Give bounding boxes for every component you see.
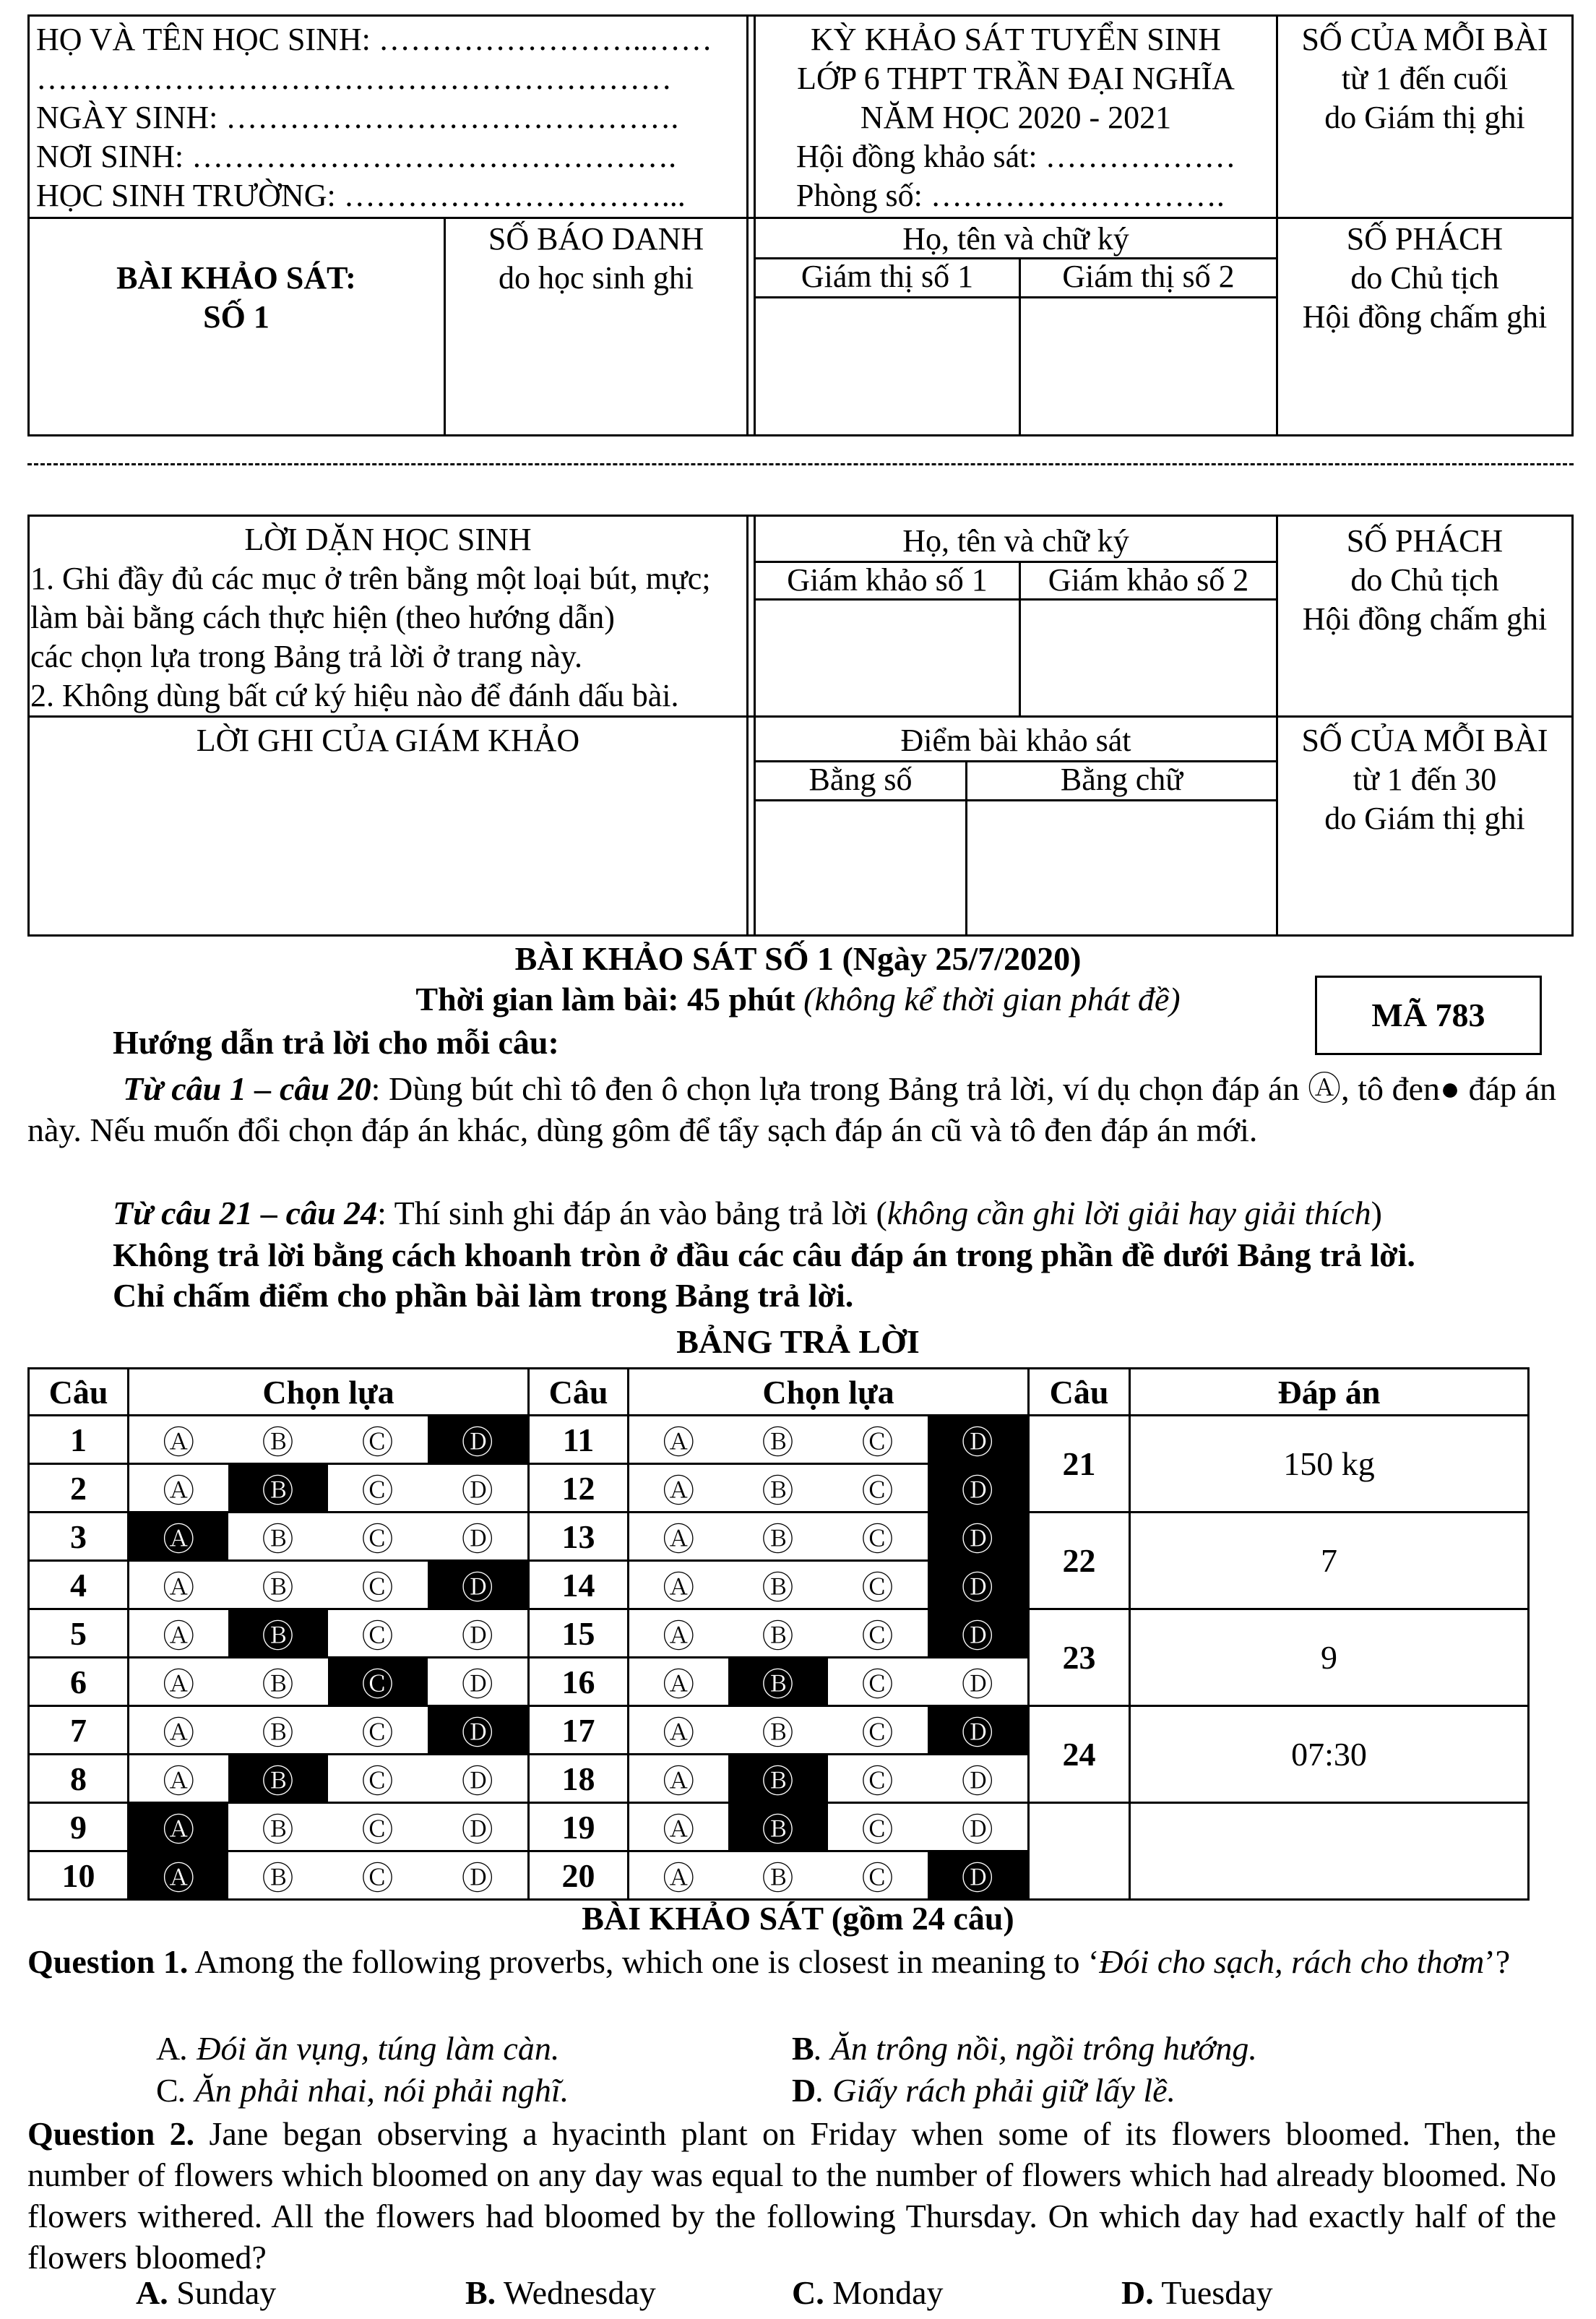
q1-option-c[interactable]: C. Ăn phải nhai, nói phải nghĩ.: [156, 2072, 569, 2109]
so-cua-moi-bai-label: SỐ CỦA MỖI BÀI: [1301, 723, 1548, 758]
answer-bubble-a[interactable]: Ⓐ: [629, 1755, 728, 1803]
answer-bubble-b[interactable]: Ⓑ: [228, 1561, 328, 1609]
answer-bubble-d[interactable]: Ⓓ: [928, 1803, 1029, 1851]
answer-bubble-b[interactable]: Ⓑ: [728, 1658, 828, 1706]
question-number: 5: [29, 1609, 129, 1658]
instruction-p2-label: Từ câu 21 – câu 24: [113, 1195, 378, 1231]
col-header-cau: Câu: [1029, 1369, 1130, 1416]
written-answer[interactable]: 150 kg: [1130, 1416, 1529, 1513]
so-cua-moi-bai-label: từ 1 đến cuối: [1341, 61, 1509, 96]
answer-bubble-c[interactable]: Ⓒ: [828, 1561, 928, 1609]
exam-year-line: NĂM HỌC 2020 - 2021: [860, 100, 1172, 135]
answer-bubble-c[interactable]: Ⓒ: [828, 1416, 928, 1464]
answer-bubble-a[interactable]: Ⓐ: [629, 1513, 728, 1561]
divider: [746, 14, 749, 436]
answer-bubble-c[interactable]: Ⓒ: [828, 1851, 928, 1900]
answer-bubble-b[interactable]: Ⓑ: [228, 1803, 328, 1851]
answer-bubble-d[interactable]: Ⓓ: [428, 1609, 529, 1658]
so-cua-moi-bai-label: do Giám thị ghi: [1324, 801, 1525, 836]
answer-bubble-d[interactable]: Ⓓ: [928, 1561, 1029, 1609]
answer-bubble-a[interactable]: Ⓐ: [129, 1561, 228, 1609]
answer-bubble-d[interactable]: Ⓓ: [428, 1755, 529, 1803]
answer-bubble-c[interactable]: Ⓒ: [828, 1464, 928, 1513]
loi-ghi-giam-khao-label: LỜI GHI CỦA GIÁM KHẢO: [196, 723, 580, 758]
answer-bubble-a[interactable]: Ⓐ: [629, 1706, 728, 1755]
written-answer[interactable]: 9: [1130, 1609, 1529, 1706]
exam-school-line: LỚP 6 THPT TRẦN ĐẠI NGHĨA: [797, 61, 1235, 96]
giam-khao-1-label: Giám khảo số 1: [787, 562, 988, 598]
answer-bubble-d[interactable]: Ⓓ: [928, 1513, 1029, 1561]
answer-bubble-b[interactable]: Ⓑ: [728, 1851, 828, 1900]
question-2: [27, 2113, 1556, 2278]
answer-table: [27, 1367, 1530, 1901]
answer-bubble-d[interactable]: Ⓓ: [928, 1706, 1029, 1755]
instruction-p2-text: : Thí sinh ghi đáp án vào bảng trả lời (: [377, 1195, 887, 1231]
q1-option-a[interactable]: A. Đói ăn vụng, túng làm càn.: [156, 2030, 560, 2067]
question-2-text: Jane began observing a hyacinth plant on Friday when some of its flowers bloomed. Then, the number of flowers which bloomed on any day was equal to the number of flowers which had already bloomed. No flowers withered. All the flowers had bloomed by the following Thursday. On which day had exactly half of the flowers bloomed?: [27, 2115, 1556, 2276]
answer-bubble-b[interactable]: Ⓑ: [728, 1609, 828, 1658]
question-2-label: Question 2.: [27, 2115, 195, 2152]
question-number: 2: [29, 1464, 129, 1513]
so-phach-label: Hội đồng chấm ghi: [1302, 601, 1548, 637]
so-bao-danh-label: do học sinh ghi: [498, 260, 694, 296]
exam-title-line: KỲ KHẢO SÁT TUYỂN SINH: [811, 22, 1221, 57]
question-number: 22: [1029, 1513, 1130, 1609]
instruction-p2-italic: không cần ghi lời giải hay giải thích: [887, 1195, 1371, 1231]
question-number: 1: [29, 1416, 129, 1464]
answer-bubble-a[interactable]: Ⓐ: [629, 1609, 728, 1658]
instruction-p3: Không trả lời bằng cách khoanh tròn ở đầu các câu đáp án trong phần đề dưới Bảng trả lời.: [113, 1236, 1415, 1273]
so-cua-moi-bai-label: từ 1 đến 30: [1353, 762, 1497, 797]
question-number: 11: [529, 1416, 629, 1464]
answer-row: [29, 1706, 1529, 1755]
answer-bubble-c[interactable]: Ⓒ: [328, 1851, 428, 1900]
answer-bubble-a[interactable]: Ⓐ: [129, 1513, 228, 1561]
answer-bubble-c[interactable]: Ⓒ: [328, 1416, 428, 1464]
question-1-label: Question 1.: [27, 1943, 189, 1980]
question-number: 17: [529, 1706, 629, 1755]
giam-khao-2-label: Giám khảo số 2: [1048, 562, 1249, 598]
instructions-heading: Hướng dẫn trả lời cho mỗi câu:: [113, 1024, 559, 1061]
answer-bubble-c[interactable]: Ⓒ: [828, 1706, 928, 1755]
empty-cell: [1029, 1803, 1130, 1900]
question-1: [27, 1941, 1556, 1982]
answer-bubble-c[interactable]: Ⓒ: [328, 1658, 428, 1706]
school-line: HỌC SINH TRƯỜNG: …………………………...: [36, 178, 686, 213]
bai-khao-sat-label: BÀI KHẢO SÁT:: [116, 260, 356, 296]
instruction-p4: Chỉ chấm điểm cho phần bài làm trong Bảng trả lời.: [113, 1277, 854, 1314]
question-number: 24: [1029, 1706, 1130, 1803]
answer-bubble-b[interactable]: Ⓑ: [228, 1609, 328, 1658]
loi-dan-line: 2. Không dùng bất cứ ký hiệu nào để đánh dấu bài.: [30, 678, 679, 713]
answer-bubble-a[interactable]: Ⓐ: [629, 1416, 728, 1464]
answer-bubble-d[interactable]: Ⓓ: [928, 1755, 1029, 1803]
exam-code-badge: MÃ 783: [1315, 976, 1542, 1055]
answer-bubble-d[interactable]: Ⓓ: [928, 1658, 1029, 1706]
col-header-cau: Câu: [29, 1369, 129, 1416]
answer-bubble-a[interactable]: Ⓐ: [129, 1755, 228, 1803]
question-number: 18: [529, 1755, 629, 1803]
answer-bubble-d[interactable]: Ⓓ: [928, 1416, 1029, 1464]
answer-bubble-c[interactable]: Ⓒ: [828, 1658, 928, 1706]
answer-bubble-b[interactable]: Ⓑ: [728, 1464, 828, 1513]
divider: [754, 296, 1276, 298]
answer-bubble-d[interactable]: Ⓓ: [428, 1513, 529, 1561]
answer-bubble-d[interactable]: Ⓓ: [928, 1609, 1029, 1658]
exam-council-line: Hội đồng khảo sát: ………………: [796, 139, 1236, 174]
answer-bubble-d[interactable]: Ⓓ: [928, 1464, 1029, 1513]
so-cua-moi-bai-label: SỐ CỦA MỖI BÀI: [1301, 22, 1548, 57]
q1-option-b[interactable]: B. Ăn trông nồi, ngồi trông hướng.: [792, 2030, 1257, 2067]
question-number: 7: [29, 1706, 129, 1755]
answer-bubble-b[interactable]: Ⓑ: [728, 1513, 828, 1561]
divider: [754, 799, 1276, 801]
written-answer[interactable]: 07:30: [1130, 1706, 1529, 1803]
question-number: 16: [529, 1658, 629, 1706]
answer-bubble-b[interactable]: Ⓑ: [728, 1561, 828, 1609]
divider: [27, 715, 1574, 718]
answer-bubble-c[interactable]: Ⓒ: [328, 1609, 428, 1658]
answer-bubble-b[interactable]: Ⓑ: [728, 1416, 828, 1464]
loi-dan-line: các chọn lựa trong Bảng trả lời ở trang này.: [30, 639, 582, 674]
answer-bubble-a[interactable]: Ⓐ: [629, 1658, 728, 1706]
time-bold: Thời gian làm bài: 45 phút: [415, 981, 795, 1017]
answer-bubble-a[interactable]: Ⓐ: [129, 1609, 228, 1658]
answer-bubble-b[interactable]: Ⓑ: [228, 1513, 328, 1561]
answer-bubble-c[interactable]: Ⓒ: [328, 1706, 428, 1755]
question-number: 9: [29, 1803, 129, 1851]
question-number: 13: [529, 1513, 629, 1561]
giam-thi-2-label: Giám thị số 2: [1062, 259, 1235, 294]
answer-bubble-b[interactable]: Ⓑ: [728, 1755, 828, 1803]
diem-bai-label: Điểm bài khảo sát: [900, 723, 1131, 758]
answer-bubble-c[interactable]: Ⓒ: [828, 1513, 928, 1561]
answer-bubble-a[interactable]: Ⓐ: [629, 1561, 728, 1609]
answer-bubble-b[interactable]: Ⓑ: [228, 1464, 328, 1513]
answer-bubble-a[interactable]: Ⓐ: [629, 1803, 728, 1851]
q2-option-c[interactable]: C. Monday: [792, 2274, 944, 2311]
answer-bubble-c[interactable]: Ⓒ: [328, 1803, 428, 1851]
bang-chu-label: Bằng chữ: [1060, 762, 1183, 797]
so-phach-label: SỐ PHÁCH: [1346, 221, 1504, 257]
instruction-p2: [27, 1192, 1556, 1234]
loi-dan-title: LỜI DẶN HỌC SINH: [244, 522, 532, 557]
answer-table-title: BẢNG TRẢ LỜI: [676, 1323, 920, 1360]
question-number: 14: [529, 1561, 629, 1609]
question-number: 6: [29, 1658, 129, 1706]
answer-bubble-d[interactable]: Ⓓ: [428, 1851, 529, 1900]
answer-bubble-d[interactable]: Ⓓ: [428, 1658, 529, 1706]
so-bao-danh-label: SỐ BÁO DANH: [488, 221, 704, 257]
answer-bubble-a[interactable]: Ⓐ: [129, 1803, 228, 1851]
answer-row: [29, 1609, 1529, 1658]
question-number: 8: [29, 1755, 129, 1803]
question-1-end: ’?: [1484, 1943, 1511, 1980]
written-answer[interactable]: 7: [1130, 1513, 1529, 1609]
answer-bubble-a[interactable]: Ⓐ: [129, 1464, 228, 1513]
answer-bubble-a[interactable]: Ⓐ: [129, 1416, 228, 1464]
time-italic: (không kể thời gian phát đề): [803, 981, 1181, 1017]
giam-thi-1-label: Giám thị số 1: [801, 259, 974, 294]
divider: [27, 217, 1574, 219]
answer-bubble-c[interactable]: Ⓒ: [828, 1755, 928, 1803]
q1-option-d[interactable]: D. Giấy rách phải giữ lấy lề.: [792, 2072, 1176, 2109]
answer-bubble-a[interactable]: Ⓐ: [629, 1464, 728, 1513]
student-name-line-2: ……………………………………………………: [36, 61, 672, 96]
question-number: 15: [529, 1609, 629, 1658]
so-phach-label: do Chủ tịch: [1350, 260, 1499, 296]
answer-bubble-b[interactable]: Ⓑ: [228, 1658, 328, 1706]
question-1-text: Among the following proverbs, which one is closest in meaning to ‘: [188, 1943, 1100, 1980]
birth-place-line: NƠI SINH: ……………………………………….: [36, 139, 677, 174]
col-header-cau: Câu: [529, 1369, 629, 1416]
question-number: 20: [529, 1851, 629, 1900]
bai-khao-sat-number: SỐ 1: [203, 299, 269, 335]
birth-date-line: NGÀY SINH: …………………………………….: [36, 100, 679, 135]
answer-bubble-c[interactable]: Ⓒ: [828, 1803, 928, 1851]
question-number: 12: [529, 1464, 629, 1513]
answer-bubble-c[interactable]: Ⓒ: [328, 1755, 428, 1803]
question-number: 23: [1029, 1609, 1130, 1706]
ho-ten-chu-ky-label: Họ, tên và chữ ký: [902, 523, 1129, 559]
answer-bubble-a[interactable]: Ⓐ: [129, 1658, 228, 1706]
answer-bubble-b[interactable]: Ⓑ: [228, 1706, 328, 1755]
col-header-dap-an: Đáp án: [1130, 1369, 1529, 1416]
col-header-chon-lua: Chọn lựa: [629, 1369, 1029, 1416]
answer-bubble-b[interactable]: Ⓑ: [228, 1416, 328, 1464]
answer-bubble-b[interactable]: Ⓑ: [228, 1851, 328, 1900]
so-phach-label: SỐ PHÁCH: [1346, 523, 1504, 559]
student-name-line: HỌ VÀ TÊN HỌC SINH: ……………………..……: [36, 22, 712, 57]
question-number: 19: [529, 1803, 629, 1851]
answer-bubble-c[interactable]: Ⓒ: [328, 1464, 428, 1513]
so-phach-label: do Chủ tịch: [1350, 562, 1499, 598]
answer-bubble-d[interactable]: Ⓓ: [428, 1706, 529, 1755]
answer-bubble-d[interactable]: Ⓓ: [428, 1416, 529, 1464]
answer-row: [29, 1803, 1529, 1851]
answer-bubble-a[interactable]: Ⓐ: [129, 1706, 228, 1755]
instruction-p1-label: Từ câu 1 – câu 20: [123, 1070, 371, 1107]
instruction-p1-text: : Dùng bút chì tô đen ô chọn lựa trong Bảng trả lời, ví dụ chọn đáp án Ⓐ, tô đen● đáp án này. Nếu muốn đổi chọn đáp án khác, dùng gôm để tẩy sạch đáp án cũ và tô đen đáp án mới.: [27, 1070, 1556, 1148]
ho-ten-chu-ky-label: Họ, tên và chữ ký: [902, 221, 1129, 257]
answer-table-footer: BÀI KHẢO SÁT (gồm 24 câu): [582, 1900, 1014, 1937]
answer-bubble-a[interactable]: Ⓐ: [129, 1851, 228, 1900]
question-number: 4: [29, 1561, 129, 1609]
answer-bubble-c[interactable]: Ⓒ: [328, 1513, 428, 1561]
question-number: 10: [29, 1851, 129, 1900]
answer-bubble-d[interactable]: Ⓓ: [428, 1561, 529, 1609]
empty-cell: [1130, 1803, 1529, 1900]
cut-line: [27, 463, 1574, 465]
exam-room-line: Phòng số: ……………………….: [796, 178, 1225, 213]
answer-bubble-c[interactable]: Ⓒ: [828, 1609, 928, 1658]
answer-bubble-d[interactable]: Ⓓ: [428, 1464, 529, 1513]
instruction-p2-end: ): [1371, 1195, 1382, 1231]
answer-row: [29, 1416, 1529, 1464]
bang-so-label: Bằng số: [808, 762, 913, 797]
answer-bubble-d[interactable]: Ⓓ: [428, 1803, 529, 1851]
question-number: 3: [29, 1513, 129, 1561]
answer-bubble-c[interactable]: Ⓒ: [328, 1561, 428, 1609]
answer-bubble-d[interactable]: Ⓓ: [928, 1851, 1029, 1900]
loi-dan-line: 1. Ghi đầy đủ các mục ở trên bằng một loại bút, mực;: [30, 561, 711, 596]
answer-bubble-b[interactable]: Ⓑ: [228, 1755, 328, 1803]
question-number: 21: [1029, 1416, 1130, 1513]
so-phach-label: Hội đồng chấm ghi: [1302, 299, 1548, 335]
page-title: BÀI KHẢO SÁT SỐ 1 (Ngày 25/7/2020): [514, 940, 1082, 977]
answer-bubble-a[interactable]: Ⓐ: [629, 1851, 728, 1900]
so-cua-moi-bai-label: do Giám thị ghi: [1324, 100, 1525, 135]
answer-row: [29, 1513, 1529, 1561]
q2-option-b[interactable]: B. Wednesday: [465, 2274, 656, 2311]
question-1-quote: Đói cho sạch, rách cho thơm: [1099, 1943, 1485, 1980]
q2-option-d[interactable]: D. Tuesday: [1121, 2274, 1273, 2311]
answer-bubble-b[interactable]: Ⓑ: [728, 1803, 828, 1851]
col-header-chon-lua: Chọn lựa: [129, 1369, 529, 1416]
q2-option-a[interactable]: A. Sunday: [136, 2274, 277, 2311]
instruction-p1: [27, 1068, 1556, 1150]
answer-bubble-b[interactable]: Ⓑ: [728, 1706, 828, 1755]
loi-dan-line: làm bài bằng cách thực hiện (theo hướng dẫn): [30, 600, 615, 635]
